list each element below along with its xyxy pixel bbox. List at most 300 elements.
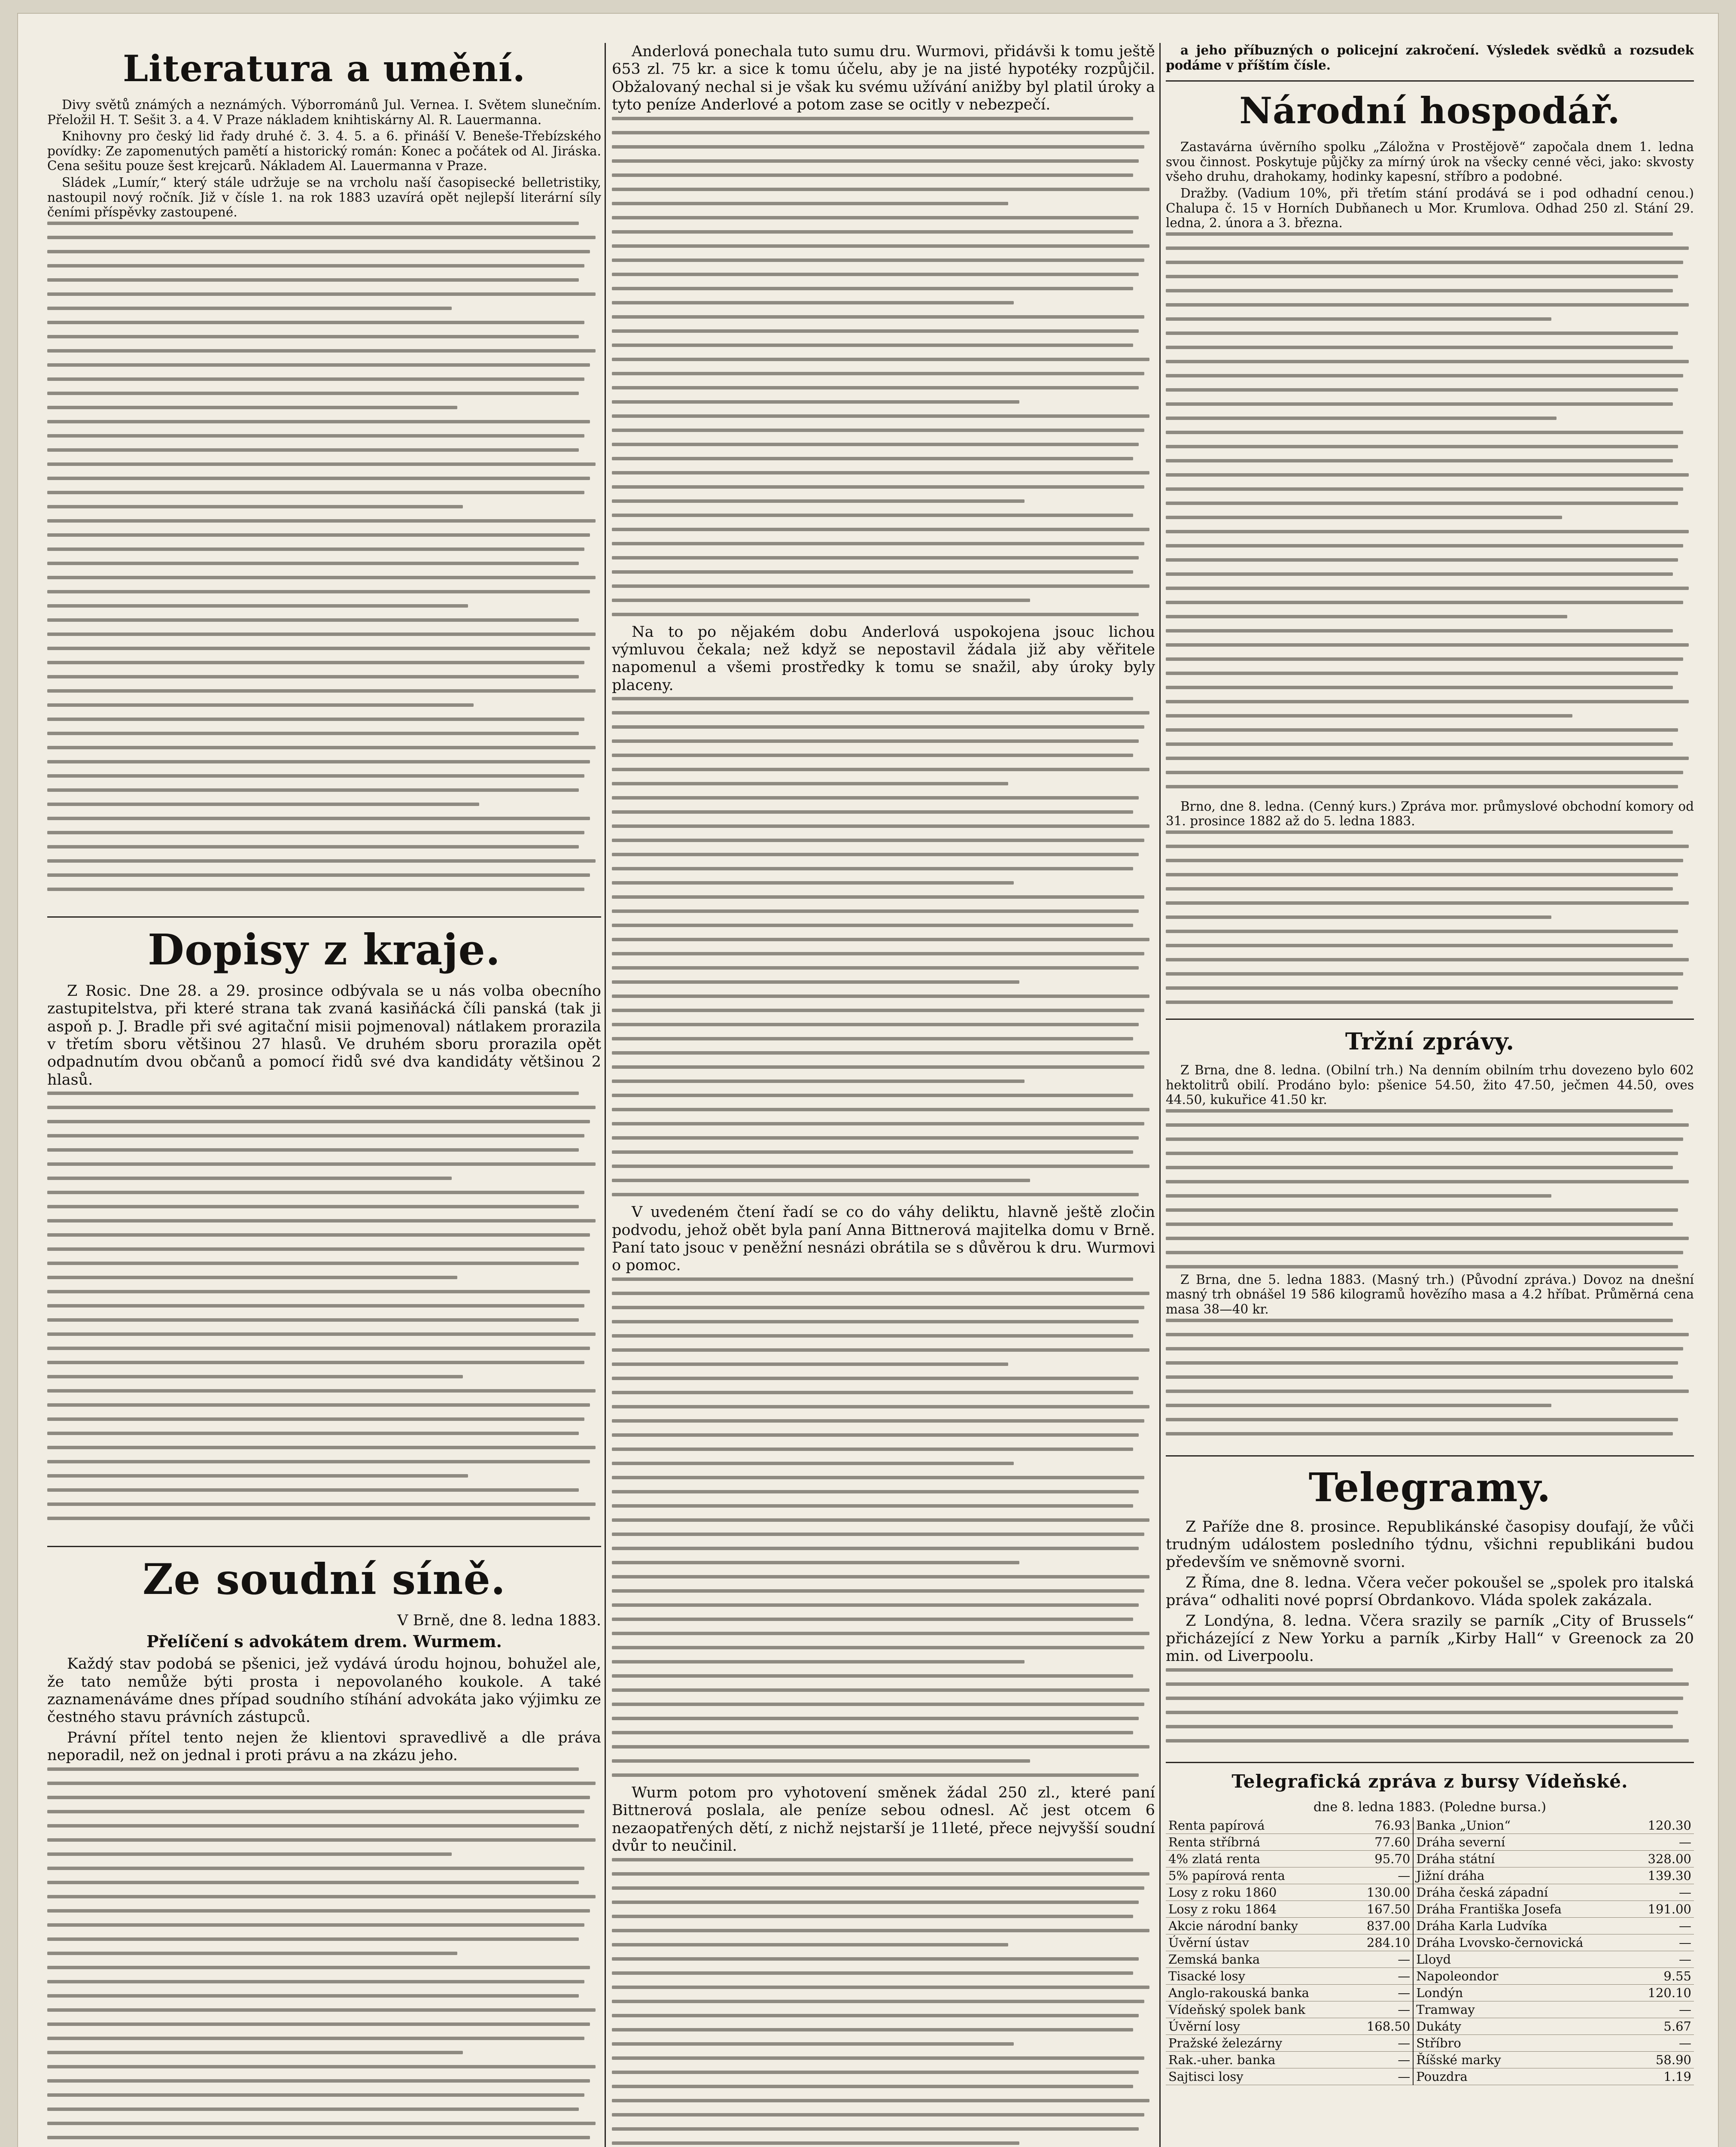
bursa-item-value: 139.30 [1632, 1867, 1694, 1884]
text-line [47, 1460, 590, 1463]
text-line [1166, 246, 1689, 250]
text-line [47, 1247, 584, 1251]
article-subhead: Přelíčení s advokátem drem. Wurmem. [146, 1632, 502, 1651]
text-line [47, 1881, 579, 1884]
bursa-item-name: Vídeňský spolek bank [1166, 2001, 1351, 2018]
text-line [47, 1446, 596, 1449]
bursa-item-value: — [1351, 1968, 1413, 1984]
text-line [47, 618, 579, 622]
bursa-item-value: — [1351, 1984, 1413, 2001]
bursa-item-name: Renta stříbrná [1166, 1834, 1351, 1850]
text-line [47, 1361, 584, 1364]
text-line [47, 222, 579, 225]
text-line [612, 429, 1144, 432]
text-line [47, 264, 584, 268]
text-line [1166, 742, 1673, 746]
column-divider-2 [1159, 43, 1161, 2147]
text-line [47, 1952, 457, 1955]
text-line [1166, 615, 1567, 618]
bursa-item-name: Londýn [1413, 1984, 1632, 2001]
bursa-item-value: 284.10 [1351, 1934, 1413, 1951]
text-line [1166, 232, 1673, 236]
text-line [47, 1838, 596, 1842]
text-line [47, 1994, 579, 1998]
text-line [47, 633, 596, 636]
text-line [1166, 1711, 1678, 1714]
section-rule [1166, 80, 1694, 82]
text-line [47, 1177, 452, 1180]
bursa-item-name: Anglo-rakouská banka [1166, 1984, 1351, 2001]
text-line [1166, 1404, 1551, 1407]
text-lines [612, 1858, 1155, 2147]
text-line [1166, 402, 1673, 406]
bursa-row [1166, 2051, 1694, 2068]
text-line [1166, 686, 1673, 689]
text-line [612, 2127, 1139, 2131]
text-line [47, 760, 590, 763]
bursa-item-name: Losy z roku 1864 [1166, 1901, 1351, 1917]
text-line [612, 1419, 1144, 1423]
text-line [612, 994, 1149, 998]
text-line [612, 528, 1149, 531]
section-title-telegramy: Telegramy. [1308, 1464, 1551, 1511]
text-line [47, 859, 596, 863]
text-line [612, 1122, 1144, 1125]
bursa-item-name: Stříbro [1413, 2034, 1632, 2051]
bursa-item-name: Losy z roku 1860 [1166, 1884, 1351, 1901]
text-line [612, 287, 1133, 290]
text-line [47, 1502, 596, 1506]
text-line [612, 966, 1139, 970]
text-line [612, 1674, 1133, 1678]
text-line [47, 703, 474, 707]
text-line [47, 1106, 596, 1109]
text-line [47, 1417, 584, 1421]
column-1 [47, 43, 601, 2147]
text-line [612, 725, 1144, 729]
section-title-soud: Ze soudní síně. [142, 1555, 506, 1605]
bursa-item-name: Dráha severní [1413, 1834, 1632, 1850]
bursa-table-body [1166, 1817, 1694, 2085]
text-line [47, 1318, 579, 1322]
bursa-item-name: Tramway [1413, 2001, 1632, 2018]
col3-top-note: a jeho příbuzných o policejní zakročení. Výsledek svědků a rozsudek podáme v příštím čísle. [1166, 43, 1694, 73]
text-line [1166, 887, 1673, 891]
text-lines [612, 117, 1155, 623]
text-line [612, 1391, 1133, 1394]
text-line [612, 1094, 1133, 1097]
column-3 [1166, 43, 1694, 2147]
text-line [1166, 346, 1673, 349]
text-line [47, 1517, 590, 1520]
text-line [612, 1618, 1133, 1621]
bursa-item-name: Lloyd [1413, 1951, 1632, 1968]
text-line [612, 1547, 1139, 1550]
text-line [1166, 417, 1557, 420]
text-line [1166, 502, 1678, 505]
text-line [47, 321, 584, 324]
text-line [47, 519, 596, 523]
text-line [1166, 1237, 1689, 1240]
text-line [612, 867, 1133, 870]
text-line [1166, 1194, 1551, 1198]
bursa-item-value: 130.00 [1351, 1884, 1413, 1901]
text-line [47, 462, 596, 466]
bursa-table [1166, 1817, 1694, 2085]
col2-body [612, 117, 1155, 623]
bursa-item-value: — [1351, 2068, 1413, 2085]
text-line [47, 1488, 579, 1492]
bursa-row [1166, 1850, 1694, 1867]
text-line [1166, 700, 1689, 703]
bursa-item-value: — [1351, 2051, 1413, 2068]
nar-body [1166, 830, 1694, 1011]
text-line [47, 547, 584, 551]
text-line [612, 358, 1149, 361]
text-line [47, 2051, 463, 2054]
nar-paragraph: Dražby. (Vadium 10%, při třetím stání prodává se i pod odhadní cenou.) Chalupa č. 15 v Horních Dubňanech u Mor. Krumlova. Odhad 250 zl. Stání 29. ledna, 2. února a 3. března. [1166, 186, 1694, 231]
col2-paragraph: Wurm potom pro vyhotovení směnek žádal 250 zl., které paní Bittnerová poslala, ale peníze sebou odnesl. Ač jest otcem 6 nezaopatřených dětí, z nichž nejstarší je 11leté, přece nejvyšší soudní dvůr to neučinil. [612, 1784, 1155, 1855]
bursa-item-value: 328.00 [1632, 1850, 1694, 1867]
text-line [612, 499, 1025, 503]
col2-paragraph: Na to po nějakém dobu Anderlová uspokojena jsouc lichou výmluvou čekala; než když se nepostavil žádala již aby věřitele napomenul a všemi prostředky k tomu se snažil, aby úroky byly placeny. [612, 623, 1155, 694]
bursa-item-value: 58.90 [1632, 2051, 1694, 2068]
text-line [47, 1276, 457, 1279]
text-line [612, 881, 1014, 885]
text-line [612, 1348, 1149, 1352]
text-line [47, 477, 590, 480]
tel-body [1166, 1668, 1694, 1754]
text-line [1166, 1739, 1689, 1743]
text-line [612, 1773, 1139, 1777]
text-line [47, 491, 584, 494]
bursa-row [1166, 2018, 1694, 2034]
text-line [1166, 587, 1689, 590]
text-line [47, 278, 579, 282]
text-line [612, 952, 1144, 955]
bursa-item-name: 4% zlatá renta [1166, 1850, 1351, 1867]
bursa-item-name: Jižní dráha [1413, 1867, 1632, 1884]
text-line [47, 562, 579, 565]
tel-paragraph: Z Paříže dne 8. prosince. Republikánské časopisy doufají, že vůči trudným událostem posledního týdnu, všichni republikáni budou především ve sněmovně svorni. [1166, 1518, 1694, 1571]
text-line [1166, 601, 1683, 604]
text-lines [1166, 1319, 1694, 1448]
text-line [612, 796, 1139, 800]
bursa-item-name: Napoleondor [1413, 1968, 1632, 1984]
bursa-item-name: Dráha Lvovsko-černovická [1413, 1934, 1632, 1951]
text-line [47, 604, 468, 608]
text-line [612, 372, 1144, 375]
text-line [1166, 785, 1678, 788]
text-line [1166, 473, 1689, 477]
bursa-item-name: Dráha Františka Josefa [1413, 1901, 1632, 1917]
text-line [47, 2022, 590, 2026]
text-line [612, 315, 1144, 319]
text-line [47, 1120, 590, 1123]
text-line [1166, 771, 1683, 774]
text-line [1166, 558, 1678, 562]
tel-paragraph: Z Londýna, 8. ledna. Včera srazily se parník „City of Brussels“ přicházející z New Yorku a parník „Kirby Hall“ v Greenock za 20 min. od Liverpoolu. [1166, 1612, 1694, 1665]
text-line [612, 117, 1133, 120]
text-line [612, 1080, 1025, 1083]
text-line [47, 746, 596, 749]
text-line [612, 2056, 1144, 2060]
text-line [612, 159, 1139, 163]
text-line [1166, 303, 1689, 307]
text-line [1166, 1418, 1678, 1421]
text-line [1166, 1390, 1689, 1393]
text-line [1166, 1251, 1683, 1254]
text-lines [1166, 1109, 1694, 1272]
section-title-narodni-hospodar: Národní hospodář. [1239, 89, 1620, 132]
text-line [612, 1377, 1139, 1380]
text-line [1166, 1432, 1673, 1435]
text-line [612, 1986, 1149, 1989]
col2-body [612, 1858, 1155, 2147]
text-line [612, 1037, 1133, 1040]
text-line [612, 244, 1149, 248]
text-line [1166, 516, 1562, 519]
text-lines [47, 222, 601, 909]
text-line [612, 853, 1139, 856]
bursa-row [1166, 1901, 1694, 1917]
text-line [612, 1476, 1144, 1479]
text-line [47, 647, 590, 650]
bursa-row [1166, 1951, 1694, 1968]
bursa-item-value: 120.30 [1632, 1817, 1694, 1834]
text-line [612, 1957, 1139, 1961]
text-line [47, 236, 596, 239]
text-line [612, 1108, 1149, 1111]
text-line [47, 2065, 596, 2068]
text-line [47, 1162, 596, 1166]
dateline: V Brně, dne 8. ledna 1883. [397, 1612, 601, 1630]
text-line [47, 1937, 579, 1941]
col2-paragraph: Anderlová ponechala tuto sumu dru. Wurmovi, přidávši k tomu ještě 653 zl. 75 kr. a sice k tomu účelu, aby je na jisté hypotéky rozpůjčil. Obžalovaný nechal si je však ku svému užívání anižby byl platil úroky a tyto peníze Anderlové a potom zase se ocitly v nebezpečí. [612, 43, 1155, 114]
section-title-trzni-zpravy: Tržní zprávy. [1345, 1027, 1515, 1055]
text-line [612, 2042, 1014, 2046]
text-line [612, 1362, 1008, 1366]
text-line [612, 173, 1133, 177]
bursa-item-value: — [1351, 1951, 1413, 1968]
soud-paragraph: Právní přítel tento nejen že klientovi spravedlivě a dle práva neporadil, než on jednal i proti právu a na zkázu jeho. [47, 1729, 601, 1764]
text-line [1166, 1265, 1678, 1268]
text-line [612, 1971, 1133, 1975]
text-line [47, 1980, 584, 1983]
bursa-item-value: — [1632, 2001, 1694, 2018]
soud-body-continued [47, 1767, 601, 2147]
text-line [47, 2037, 584, 2040]
text-line [47, 377, 584, 381]
text-line [47, 1375, 463, 1378]
text-line [1166, 930, 1678, 933]
text-line [612, 131, 1149, 134]
text-line [47, 1767, 579, 1771]
text-line [1166, 944, 1673, 947]
bursa-item-name: Sajtisci losy [1166, 2068, 1351, 2085]
text-line [612, 711, 1149, 715]
text-line [1166, 487, 1683, 491]
bursa-item-value: 9.55 [1632, 1968, 1694, 1984]
col2-body [612, 697, 1155, 1204]
column-divider-1 [605, 43, 606, 2147]
text-line [612, 895, 1144, 899]
text-line [612, 909, 1139, 913]
text-lines [1166, 1668, 1694, 1754]
text-line [612, 1065, 1144, 1069]
text-line [1166, 1668, 1673, 1672]
section-rule [47, 916, 601, 918]
text-line [612, 1165, 1149, 1168]
text-line [47, 1403, 590, 1407]
text-line [612, 1009, 1144, 1012]
text-line [612, 599, 1030, 602]
text-line [1166, 1166, 1673, 1169]
text-line [47, 590, 590, 593]
text-line [612, 2000, 1144, 2003]
text-line [612, 1490, 1139, 1493]
text-line [612, 145, 1144, 149]
bursa-item-value: 5.67 [1632, 2018, 1694, 2034]
bursa-item-value: 95.70 [1351, 1850, 1413, 1867]
bursa-row [1166, 1934, 1694, 1951]
text-line [612, 754, 1133, 757]
text-line [612, 810, 1133, 814]
bursa-item-value: — [1632, 1917, 1694, 1934]
text-line [47, 888, 584, 891]
text-line [1166, 1319, 1673, 1322]
text-line [612, 457, 1133, 460]
text-line [47, 2093, 584, 2097]
text-line [47, 873, 590, 877]
text-line [1166, 859, 1683, 862]
text-line [1166, 360, 1689, 363]
bursa-row [1166, 1867, 1694, 1884]
text-line [47, 406, 457, 409]
text-line [612, 980, 1019, 984]
text-line [1166, 643, 1689, 647]
bursa-item-value: 120.10 [1632, 1984, 1694, 2001]
bursa-row [1166, 2001, 1694, 2018]
bursa-row [1166, 1817, 1694, 1834]
text-line [612, 2099, 1149, 2102]
tel-paragraph: Z Říma, dne 8. ledna. Včera večer pokoušel se „spolek pro italská práva“ odhaliti nové poprsí Obrdankovo. Vláda spolek zakázala. [1166, 1574, 1694, 1609]
section-rule [1166, 1455, 1694, 1457]
text-line [612, 1136, 1139, 1140]
text-line [612, 1901, 1139, 1904]
text-line [47, 1810, 584, 1813]
text-line [1166, 374, 1683, 377]
bursa-item-name: Úvěrní ústav [1166, 1934, 1351, 1951]
text-line [612, 1646, 1144, 1649]
text-line [612, 485, 1144, 489]
bursa-item-value: — [1351, 2034, 1413, 2051]
text-line [1166, 1001, 1673, 1004]
text-line [47, 2122, 596, 2125]
text-line [47, 1867, 584, 1870]
text-line [612, 1688, 1149, 1692]
text-line [612, 1292, 1149, 1295]
text-line [47, 675, 579, 678]
text-line [47, 1909, 590, 1913]
text-line [612, 2113, 1144, 2117]
text-line [1166, 1697, 1683, 1700]
text-line [612, 1915, 1133, 1918]
text-line [47, 1191, 584, 1194]
bursa-item-name: Dráha státní [1413, 1850, 1632, 1867]
trz-paragraph: Z Brna, dne 8. ledna. (Obilní trh.) Na denním obilním trhu dovezeno bylo 602 hektolitrů obilí. Prodáno bylo: pšenice 54.50, žito 47.50, ječmen 44.50, oves 44.50, kukuřice 41.50 kr. [1166, 1062, 1694, 1107]
text-line [612, 1660, 1025, 1663]
text-line [612, 1518, 1149, 1522]
bursa-row [1166, 2068, 1694, 2085]
text-line [1166, 672, 1678, 675]
text-line [612, 824, 1149, 828]
text-line [47, 1219, 596, 1223]
text-line [612, 1433, 1139, 1437]
bursa-row [1166, 1968, 1694, 1984]
text-line [612, 938, 1149, 941]
text-line [612, 570, 1133, 574]
text-line [1166, 958, 1689, 961]
text-line [47, 335, 579, 338]
text-line [47, 250, 590, 253]
text-line [612, 739, 1139, 743]
text-line [1166, 728, 1678, 732]
text-line [47, 1432, 579, 1435]
bursa-row [1166, 1917, 1694, 1934]
bursa-item-name: Pouzdra [1413, 2068, 1632, 2085]
text-line [47, 1092, 579, 1095]
text-line [1166, 873, 1678, 876]
text-line [1166, 1223, 1673, 1226]
nar-paragraph: Zastavárna úvěrního spolku „Záložna v Prostějově“ započala dnem 1. ledna svou činnost. Poskytuje půjčky za mírný úrok na všecky cenné věci, jako: skvosty všeho druhu, drahokamy, hodinky kapesní, stříbro a podobné. [1166, 140, 1694, 184]
text-line [612, 1462, 1014, 1465]
text-line [1166, 986, 1678, 990]
text-line [47, 689, 596, 693]
text-line [47, 774, 584, 778]
nar-body [1166, 232, 1694, 799]
bursa-item-value: 1.19 [1632, 2068, 1694, 2085]
text-line [1166, 530, 1689, 533]
text-line [1166, 544, 1683, 547]
bursa-item-value: — [1632, 1934, 1694, 1951]
text-line [47, 2136, 590, 2139]
text-line [1166, 629, 1673, 633]
bursa-item-value: — [1351, 2001, 1413, 2018]
text-line [612, 1943, 1008, 1946]
text-line [612, 1745, 1149, 1749]
text-line [612, 1405, 1149, 1408]
text-line [612, 301, 1014, 304]
dop-body-continued [47, 1092, 601, 1538]
text-line [47, 1966, 590, 1969]
trz-paragraph: Z Brna, dne 5. ledna 1883. (Masný trh.) (Původní zpráva.) Dovoz na dnešní masný trh obnášel 19 586 kilogramů hovězího masa a 4.2 hříbat. Průměrná cena masa 38—40 kr. [1166, 1272, 1694, 1317]
text-line [1166, 1152, 1678, 1155]
text-line [1166, 317, 1551, 321]
text-line [47, 1205, 579, 1208]
text-line [612, 542, 1144, 545]
bursa-item-name: Tisacké losy [1166, 1968, 1351, 1984]
text-line [47, 533, 590, 537]
text-line [1166, 1333, 1689, 1336]
section-rule [1166, 1762, 1694, 1763]
text-line [1166, 1361, 1678, 1365]
text-line [612, 1717, 1139, 1720]
bursa-item-value: 168.50 [1351, 2018, 1413, 2034]
text-line [612, 400, 1019, 404]
text-lines [612, 1277, 1155, 1784]
text-line [612, 1179, 1030, 1182]
